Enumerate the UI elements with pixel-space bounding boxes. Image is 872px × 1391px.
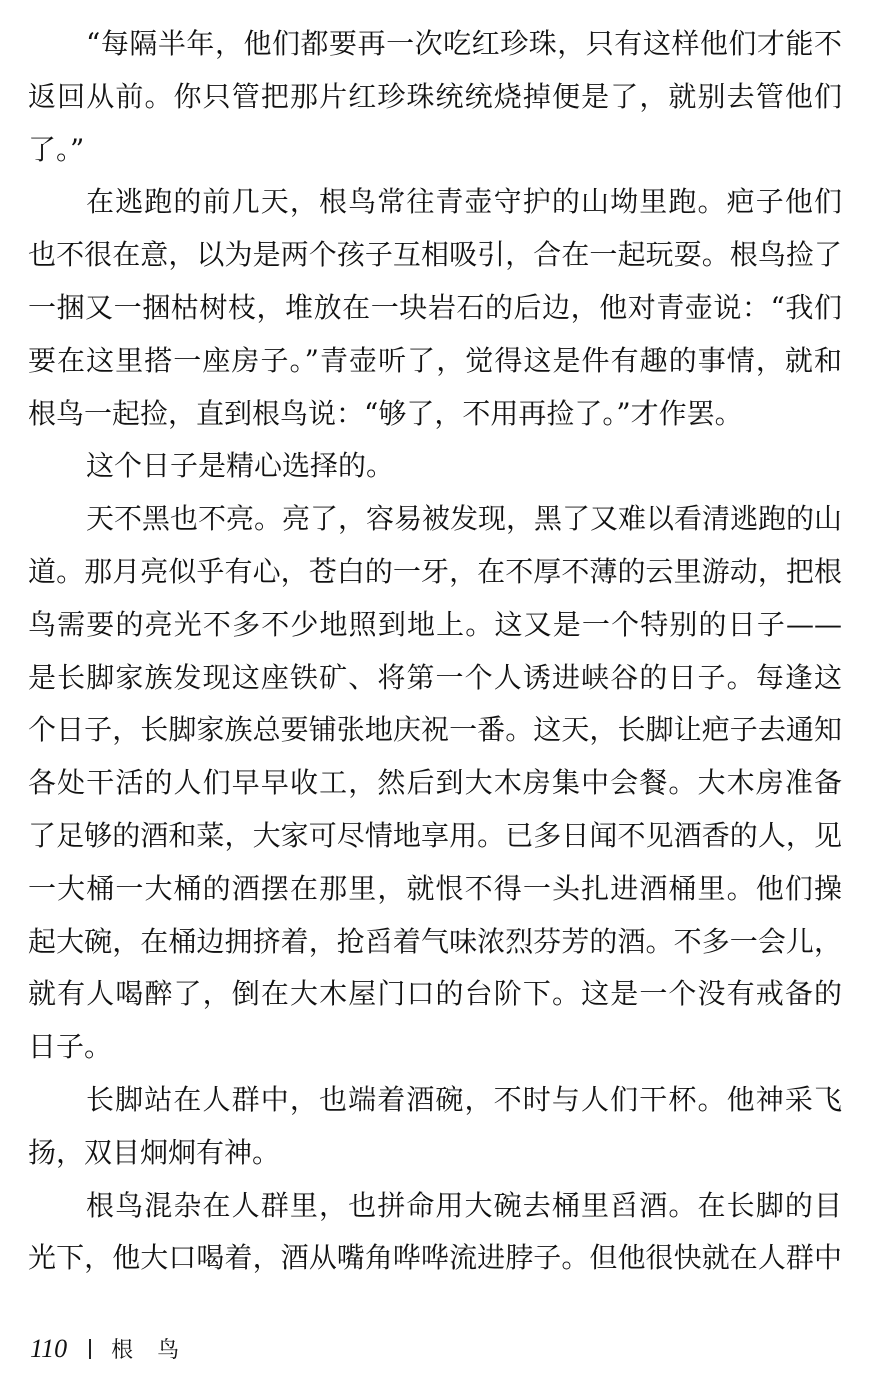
footer-divider xyxy=(89,1339,91,1359)
text-line: 各处干活的人们早早收工，然后到大木房集中会餐。大木房准备 xyxy=(28,766,842,800)
text-line: 道。那月亮似乎有心，苍白的一牙，在不厚不薄的云里游动，把根 xyxy=(28,554,842,588)
text-line: 长脚站在人群中，也端着酒碗，不时与人们干杯。他神采飞 xyxy=(86,1082,842,1116)
text-line: 要在这里搭一座房子。”青壶听了，觉得这是件有趣的事情，就和 xyxy=(28,343,842,377)
text-line: 返回从前。你只管把那片红珍珠统统烧掉便是了，就别去管他们 xyxy=(28,79,842,113)
text-line: 也不很在意，以为是两个孩子互相吸引，合在一起玩耍。根鸟捡了 xyxy=(28,238,842,272)
text-line: 光下，他大口喝着，酒从嘴角哗哗流进脖子。但他很快就在人群中 xyxy=(28,1241,842,1275)
page-number: 110 xyxy=(30,1333,68,1363)
text-line: 了。” xyxy=(28,132,85,166)
page-footer xyxy=(30,1333,203,1364)
text-line: “每隔半年，他们都要再一次吃红珍珠，只有这样他们才能不 xyxy=(86,27,842,60)
text-line: 个日子，长脚家族总要铺张地庆祝一番。这天，长脚让疤子去通知 xyxy=(28,713,842,747)
text-line: 在逃跑的前几天，根鸟常往青壶守护的山坳里跑。疤子他们 xyxy=(86,185,842,219)
text-line: 一捆又一捆枯树枝，堆放在一块岩石的后边，他对青壶说：“我们 xyxy=(28,290,842,324)
text-line: 根鸟一起捡，直到根鸟说：“够了，不用再捡了。”才作罢。 xyxy=(28,396,743,430)
book-title: 根鸟 xyxy=(111,1338,204,1363)
text-line: 扬，双目炯炯有神。 xyxy=(28,1135,281,1169)
text-line: 天不黑也不亮。亮了，容易被发现，黑了又难以看清逃跑的山 xyxy=(86,502,843,536)
text-line: 是长脚家族发现这座铁矿、将第一个人诱进峡谷的日子。每逢这 xyxy=(28,660,842,694)
text-line: 就有人喝醉了，倒在大木屋门口的台阶下。这是一个没有戒备的 xyxy=(28,977,842,1011)
text-line: 了足够的酒和菜，大家可尽情地享用。已多日闻不见酒香的人，见 xyxy=(28,818,842,852)
text-line: 日子。 xyxy=(28,1030,113,1064)
text-line: 根鸟混杂在人群里，也拼命用大碗去桶里舀酒。在长脚的目 xyxy=(86,1188,842,1222)
text-line: 起大碗，在桶边拥挤着，抢舀着气味浓烈芬芳的酒。不多一会儿， xyxy=(28,924,842,958)
text-line: 一大桶一大桶的酒摆在那里，就恨不得一头扎进酒桶里。他们操 xyxy=(28,871,842,905)
text-line: 这个日子是精心选择的。 xyxy=(86,449,395,483)
body-text xyxy=(28,18,842,1285)
text-line: 鸟需要的亮光不多不少地照到地上。这又是一个特别的日子—— xyxy=(28,607,842,641)
